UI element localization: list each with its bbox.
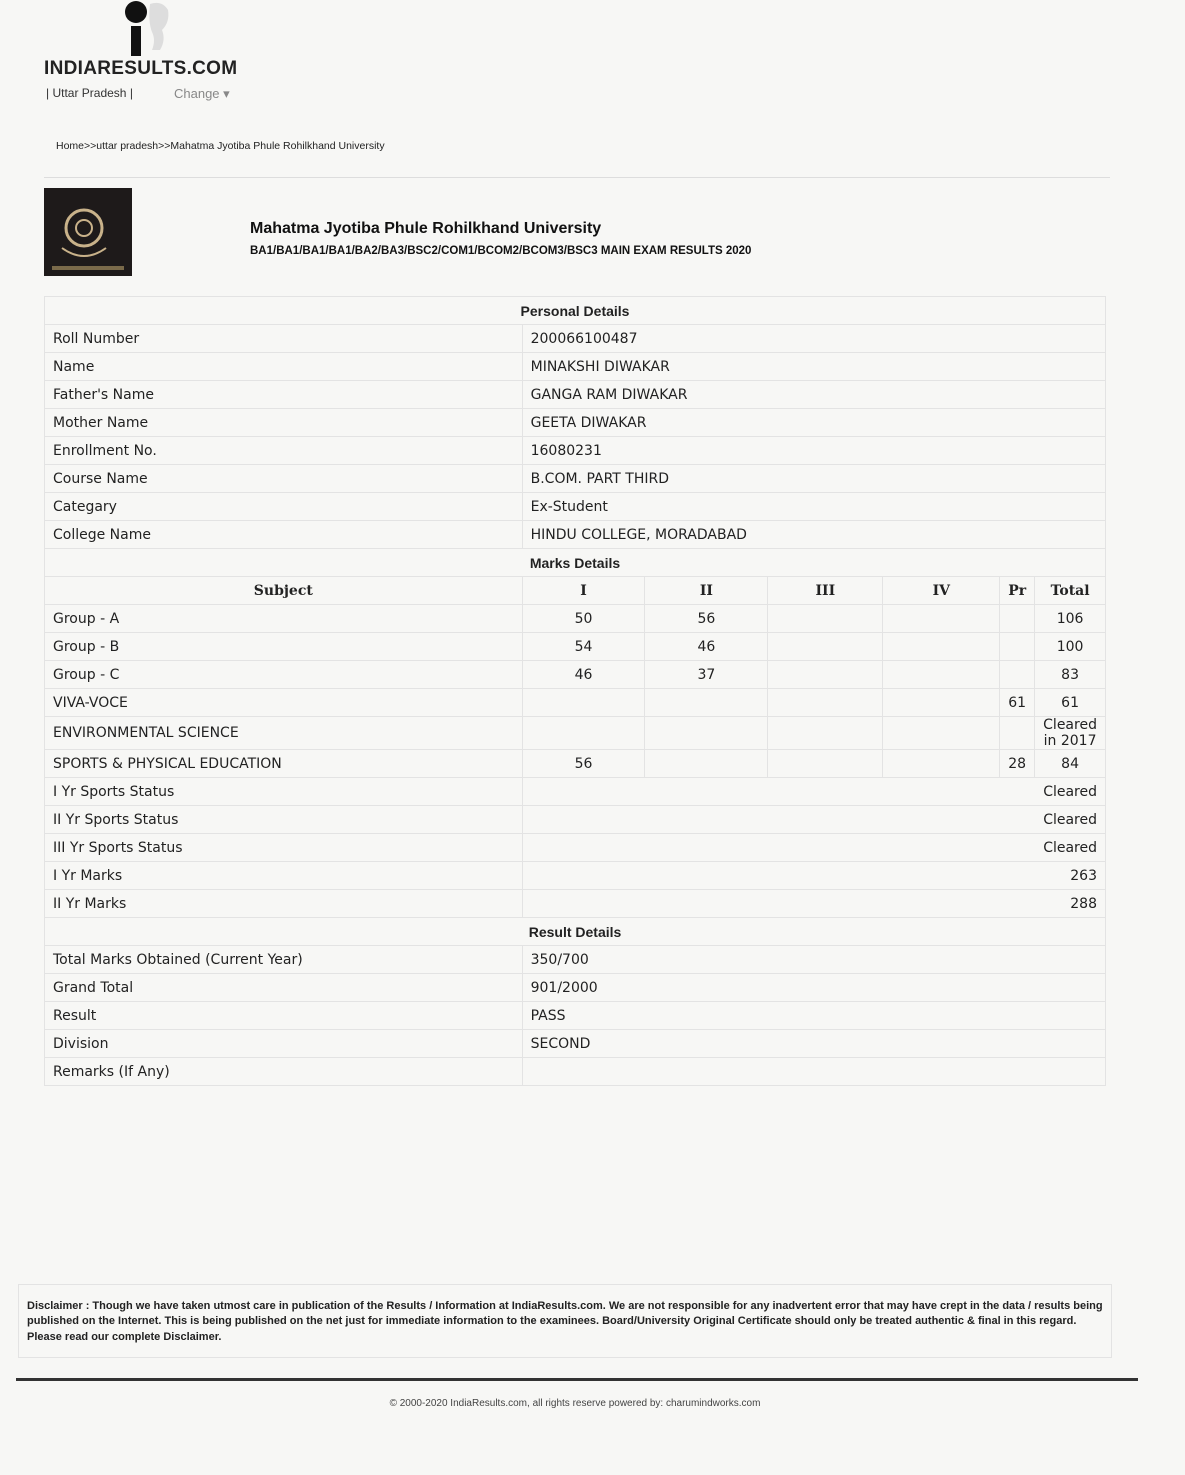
mark-pr: 61 — [1000, 689, 1035, 717]
status-label: II Yr Marks — [45, 890, 523, 918]
mark-iv — [883, 605, 1000, 633]
mark-pr: 28 — [1000, 750, 1035, 778]
result-label: Division — [45, 1030, 523, 1058]
personal-row — [45, 381, 1106, 409]
mark-iii — [768, 689, 883, 717]
mark-total: 61 — [1035, 689, 1106, 717]
subject-row — [45, 661, 1106, 689]
marks-column-header-row — [45, 577, 1106, 605]
column-header: Subject — [45, 577, 523, 605]
field-value: MINAKSHI DIWAKAR — [522, 353, 1105, 381]
subject-name: ENVIRONMENTAL SCIENCE — [45, 717, 523, 750]
personal-row — [45, 353, 1106, 381]
mark-i — [522, 717, 645, 750]
field-label: Name — [45, 353, 523, 381]
personal-row — [45, 437, 1106, 465]
mark-ii — [645, 717, 768, 750]
mark-iii — [768, 750, 883, 778]
mark-iv — [883, 633, 1000, 661]
status-label: I Yr Sports Status — [45, 778, 523, 806]
subject-row — [45, 689, 1106, 717]
column-header: Pr — [1000, 577, 1035, 605]
university-name: Mahatma Jyotiba Phule Rohilkhand University — [250, 220, 602, 237]
mark-ii — [645, 750, 768, 778]
subject-row — [45, 717, 1106, 750]
result-row — [45, 946, 1106, 974]
mark-ii: 37 — [645, 661, 768, 689]
result-row — [45, 1030, 1106, 1058]
status-value: Cleared — [522, 806, 1105, 834]
status-label: III Yr Sports Status — [45, 834, 523, 862]
breadcrumb[interactable]: Home>>uttar pradesh>>Mahatma Jyotiba Phule Rohilkhand University — [56, 140, 385, 152]
mark-iii — [768, 661, 883, 689]
subject-name: Group - A — [45, 605, 523, 633]
disclaimer: Disclaimer : Though we have taken utmost care in publication of the Results / Information at IndiaResults.com. We are not responsible for any inadvertent error that may have crept in the data / results being published on the Internet. This is being published on the net just for immediate information to the examinees. Board/University Original Certificate should only be treated authentic & final in this regard. Please read our complete Disclaimer. — [18, 1284, 1112, 1358]
mark-iv — [883, 689, 1000, 717]
field-label: Course Name — [45, 465, 523, 493]
field-label: Mother Name — [45, 409, 523, 437]
university-emblem-icon — [44, 188, 132, 276]
result-value: 901/2000 — [522, 974, 1105, 1002]
site-logo-text[interactable]: INDIARESULTS.COM — [44, 58, 238, 79]
mark-pr — [1000, 661, 1035, 689]
personal-row — [45, 493, 1106, 521]
subject-name: Group - C — [45, 661, 523, 689]
personal-heading-row — [45, 297, 1106, 325]
field-value: HINDU COLLEGE, MORADABAD — [522, 521, 1105, 549]
field-label: Enrollment No. — [45, 437, 523, 465]
subject-name: SPORTS & PHYSICAL EDUCATION — [45, 750, 523, 778]
personal-row — [45, 409, 1106, 437]
mark-iii — [768, 605, 883, 633]
mark-iii — [768, 633, 883, 661]
subject-name: VIVA-VOCE — [45, 689, 523, 717]
personal-row — [45, 521, 1106, 549]
result-table — [44, 296, 1106, 1086]
mark-pr — [1000, 633, 1035, 661]
result-value: PASS — [522, 1002, 1105, 1030]
result-heading-row — [45, 918, 1106, 946]
field-value: 200066100487 — [522, 325, 1105, 353]
mark-ii: 46 — [645, 633, 768, 661]
mark-ii: 56 — [645, 605, 768, 633]
field-label: Father's Name — [45, 381, 523, 409]
status-row — [45, 834, 1106, 862]
column-header: I — [522, 577, 645, 605]
status-value: Cleared — [522, 834, 1105, 862]
field-label: Categary — [45, 493, 523, 521]
mark-pr — [1000, 717, 1035, 750]
mark-iv — [883, 717, 1000, 750]
column-header: IV — [883, 577, 1000, 605]
column-header: III — [768, 577, 883, 605]
result-label: Grand Total — [45, 974, 523, 1002]
subject-row — [45, 633, 1106, 661]
subject-name: Group - B — [45, 633, 523, 661]
mark-i: 50 — [522, 605, 645, 633]
change-state-dropdown[interactable]: Change ▾ — [174, 86, 230, 101]
column-header: Total — [1035, 577, 1106, 605]
result-label: Result — [45, 1002, 523, 1030]
personal-row — [45, 325, 1106, 353]
subject-row — [45, 605, 1106, 633]
mark-i: 56 — [522, 750, 645, 778]
result-row — [45, 974, 1106, 1002]
state-label: | Uttar Pradesh | — [46, 86, 133, 100]
status-row — [45, 890, 1106, 918]
column-header: II — [645, 577, 768, 605]
subject-row — [45, 750, 1106, 778]
mark-total: 100 — [1035, 633, 1106, 661]
mark-iv — [883, 661, 1000, 689]
result-row — [45, 1002, 1106, 1030]
status-value: 288 — [522, 890, 1105, 918]
status-label: I Yr Marks — [45, 862, 523, 890]
result-value: 350/700 — [522, 946, 1105, 974]
field-label: College Name — [45, 521, 523, 549]
exam-title: BA1/BA1/BA1/BA1/BA2/BA3/BSC2/COM1/BCOM2/BCOM3/BSC3 MAIN EXAM RESULTS 2020 — [250, 245, 752, 257]
result-value: SECOND — [522, 1030, 1105, 1058]
mark-iv — [883, 750, 1000, 778]
field-value: 16080231 — [522, 437, 1105, 465]
result-label: Remarks (If Any) — [45, 1058, 523, 1086]
status-row — [45, 862, 1106, 890]
marks-heading-row — [45, 549, 1106, 577]
copyright: © 2000-2020 IndiaResults.com, all rights reserve powered by: charumindworks.com — [389, 1398, 761, 1409]
mark-ii — [645, 689, 768, 717]
result-details-heading: Result Details — [45, 918, 1106, 946]
field-value: GEETA DIWAKAR — [522, 409, 1105, 437]
marks-details-heading: Marks Details — [45, 549, 1106, 577]
result-label: Total Marks Obtained (Current Year) — [45, 946, 523, 974]
field-label: Roll Number — [45, 325, 523, 353]
mark-total: 84 — [1035, 750, 1106, 778]
field-value: Ex-Student — [522, 493, 1105, 521]
result-value — [522, 1058, 1105, 1086]
divider — [44, 177, 1110, 178]
mark-i: 54 — [522, 633, 645, 661]
personal-details-heading: Personal Details — [45, 297, 1106, 325]
mark-total: 83 — [1035, 661, 1106, 689]
result-row — [45, 1058, 1106, 1086]
personal-row — [45, 465, 1106, 493]
mark-iii — [768, 717, 883, 750]
mark-i — [522, 689, 645, 717]
field-value: GANGA RAM DIWAKAR — [522, 381, 1105, 409]
site-logo-icon — [122, 0, 172, 58]
mark-i: 46 — [522, 661, 645, 689]
field-value: B.COM. PART THIRD — [522, 465, 1105, 493]
status-row — [45, 778, 1106, 806]
status-row — [45, 806, 1106, 834]
footer-divider — [16, 1378, 1138, 1381]
status-value: Cleared — [522, 778, 1105, 806]
mark-total: 106 — [1035, 605, 1106, 633]
mark-pr — [1000, 605, 1035, 633]
mark-total: Cleared in 2017 — [1035, 717, 1106, 750]
status-value: 263 — [522, 862, 1105, 890]
status-label: II Yr Sports Status — [45, 806, 523, 834]
